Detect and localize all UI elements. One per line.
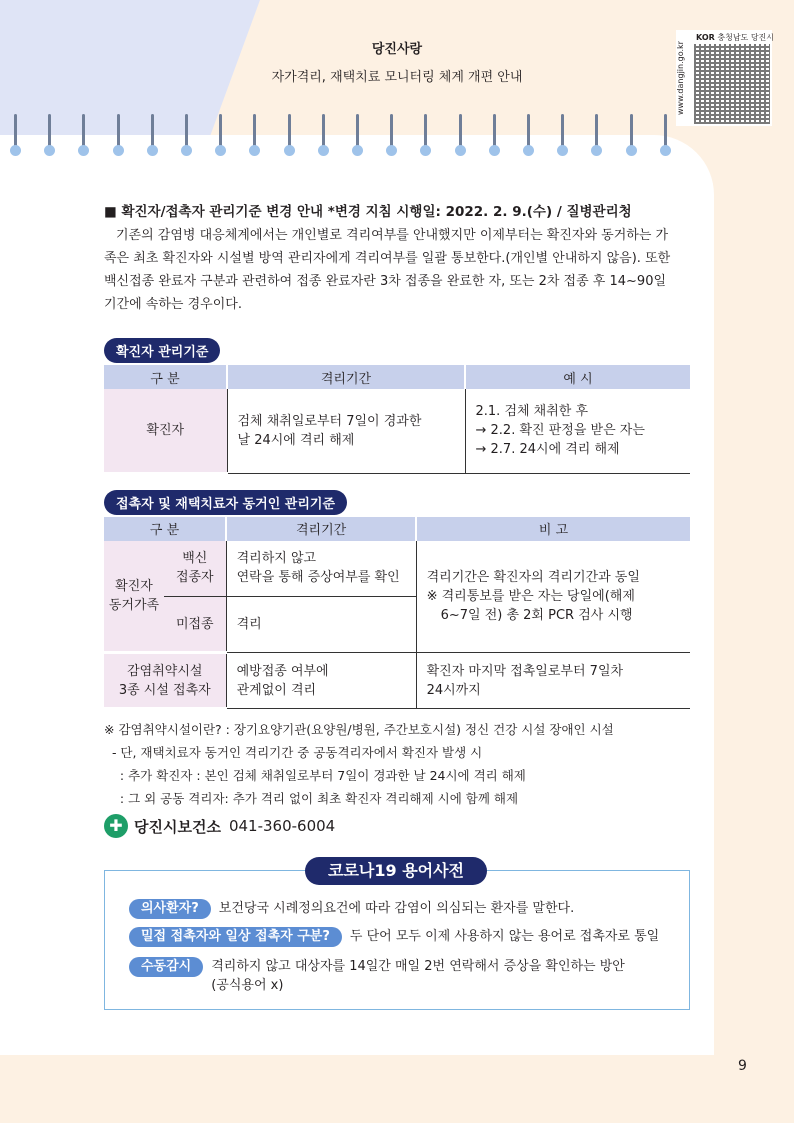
note-line: 확진자 마지막 접촉일로부터 7일차 [426,663,624,679]
qr-url: www.dangjin.go.kr [676,41,685,115]
spiral-ring [215,114,227,159]
glossary-desc [211,957,625,995]
footnote-line: : 추가 확진자 : 본인 검체 채취일로부터 7일이 경과한 날 24시에 격리 해제 [104,768,526,783]
sub-label-line: 백신 [182,551,208,567]
intro-line: 백신접종 완료자 구분과 관련하여 접종 완료자란 3차 접종을 완료한 자, 또는 2차 접종 후 14~90일 [104,274,667,289]
note-line: 격리기간은 확진자의 격리기간과 동일 [426,569,640,585]
spiral-ring [113,114,125,159]
table2-period: 격리 [226,597,416,653]
note-line: 6~7일 전) 총 2회 PCR 검사 시행 [440,607,633,623]
table1-period [227,389,465,473]
spiral-ring [626,114,638,159]
qr-badge: KOR [696,33,715,42]
glossary-desc: 보건당국 시례정의요건에 따라 감염이 의심되는 환자를 말한다. [218,901,575,916]
footnote-line: ※ 감염취약시설이란? : 장기요양기관(요양원/병원, 주간보호시설) 정신 건강 시설 장애인 시설 [104,722,614,737]
period-line: 연락을 통해 증상여부를 확인 [236,570,400,586]
facility-period [226,653,416,709]
period-line: 날 24시에 격리 해제 [237,432,355,448]
qr-region-text: 충청남도 당진시 [717,33,774,42]
table1-label: 확진자 [104,389,227,473]
table1-example [465,389,690,473]
health-center-logo-icon: ✚ [104,814,128,838]
header-subtitle: 자가격리, 재택치료 모니터링 체계 개편 안내 [271,70,523,85]
facility-label-line: 3종 시설 접촉자 [118,682,211,698]
table2-header: 격리기간 [226,517,416,541]
note-line: ※ 격리통보를 받은 자는 당일에(해제 [426,588,635,604]
spiral-ring [660,114,672,159]
period-line: 격리하지 않고 [236,551,317,567]
table2-group-label [104,541,164,653]
footnote-line: - 단, 재택치료자 동거인 격리기간 중 공동격리자에서 확진자 발생 시 [104,745,483,760]
table2-title: 접촉자 및 재택치료자 동거인 관리기준 [104,490,347,515]
spiral-rings [0,114,714,164]
spiral-ring [44,114,56,159]
spiral-ring [249,114,261,159]
sub-label-line: 접종자 [175,570,214,586]
footnotes [104,718,690,810]
glossary-desc-line: 격리하지 않고 대상자를 14일간 매일 2번 연락해서 증상을 확인하는 방안 [211,959,625,974]
spiral-ring [10,114,22,159]
contact-phone[interactable]: 041-360-6004 [228,817,336,835]
section-title: ■ 확진자/접촉자 관리기준 변경 안내 *변경 지침 시행일: 2022. 2. 9.(수) / 질병관리청 [104,204,632,220]
table2-sub-label [164,541,226,597]
group-label-line: 확진자 [115,578,153,594]
facility-label [104,653,226,709]
table1-header: 예 시 [465,365,690,389]
glossary-title: 코로나19 용어사전 [305,857,487,885]
table2-group-note [416,541,690,653]
glossary-item [129,927,659,947]
footnote-line: : 그 외 공동 격리자: 추가 격리 없이 최초 확진자 격리해제 시에 함께 해제 [104,791,519,806]
table2-sub-label: 미접종 [164,597,226,653]
glossary-box [104,870,690,1010]
spiral-ring [420,114,432,159]
spiral-ring [78,114,90,159]
header-title: 당진사랑 [371,42,423,57]
contact-table [104,517,690,711]
glossary-desc: 두 단어 모두 이제 사용하지 않는 용어로 접촉자로 통일 [349,929,660,944]
glossary-term: 밀접 접촉자와 일상 접촉자 구분? [129,927,342,947]
spiral-ring [352,114,364,159]
period-line: 예방접종 여부에 [236,663,329,679]
glossary-item [129,899,574,919]
glossary-term: 수동감시 [129,957,203,977]
intro-line: 족은 최초 확진자와 시설별 방역 관리자에게 격리여부를 일괄 통보한다.(개인별 안내하지 않음). 또한 [104,251,671,266]
table1-title: 확진자 관리기준 [104,338,220,363]
example-line: → 2.7. 24시에 격리 해제 [475,442,620,458]
glossary-item [129,957,625,995]
example-line: → 2.2. 확진 판정을 받은 자는 [475,423,645,439]
qr-pattern [694,44,770,124]
glossary-desc-line: (공식용어 x) [211,978,284,993]
facility-note [416,653,690,709]
spiral-ring [591,114,603,159]
intro-paragraph [104,224,690,316]
table2-header: 비 고 [416,517,690,541]
qr-region [696,32,774,43]
glossary-term: 의사환자? [129,899,211,919]
spiral-ring [557,114,569,159]
intro-line: 기존의 감염병 대응체계에서는 개인별로 격리여부를 안내했지만 이제부터는 확진자와 동거하는 가 [116,228,669,243]
intro-line: 기간에 속하는 경우이다. [104,297,242,312]
contact-name: 당진시보건소 [134,817,221,836]
table1-header: 구 분 [104,365,227,389]
spiral-ring [181,114,193,159]
spiral-ring [318,114,330,159]
table2-header: 구 분 [104,517,226,541]
table2-period [226,541,416,597]
contact-info [104,814,690,838]
page-number: 9 [738,1058,747,1074]
spiral-ring [386,114,398,159]
spiral-ring [523,114,535,159]
period-line: 관계없이 격리 [236,682,317,698]
facility-label-line: 감염취약시설 [127,663,203,679]
spiral-ring [489,114,501,159]
confirmed-case-table [104,365,690,475]
note-line: 24시까지 [426,682,481,698]
table1-header: 격리기간 [227,365,465,389]
example-line: 2.1. 검체 채취한 후 [475,404,589,420]
spiral-ring [455,114,467,159]
spiral-ring [147,114,159,159]
group-label-line: 동거가족 [108,597,160,613]
spiral-ring [284,114,296,159]
main-content [104,200,690,838]
period-line: 검체 채취일로부터 7일이 경과한 [237,413,422,429]
